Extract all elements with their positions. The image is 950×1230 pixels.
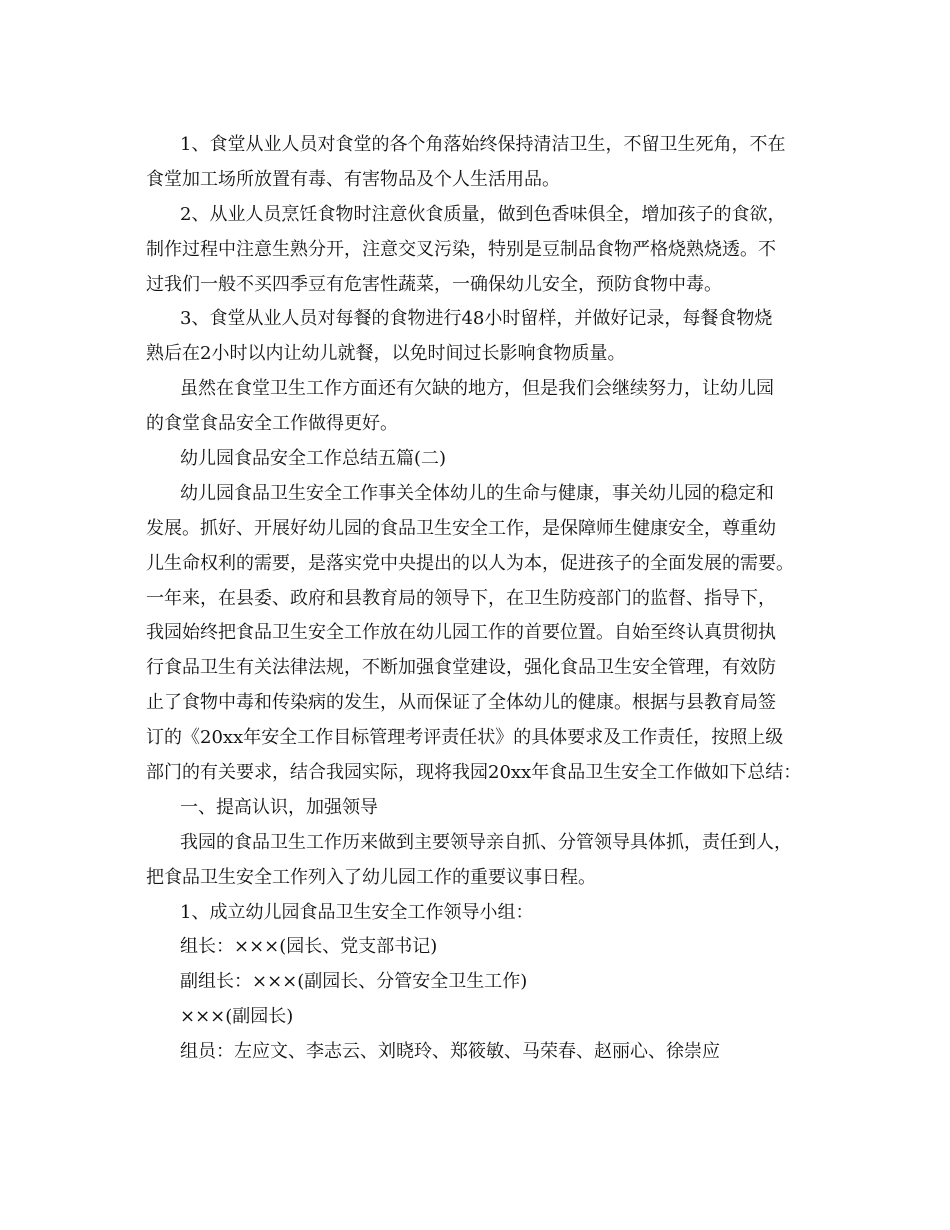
text-line: 1、成立幼儿园食品卫生安全工作领导小组： xyxy=(180,901,534,923)
text-line: 幼儿园食品安全工作总结五篇(二) xyxy=(180,448,447,470)
text-line: 1、食堂从业人员对食堂的各个角落始终保持清洁卫生，不留卫生死角，不在 xyxy=(180,134,786,155)
text-line: 我园的食品卫生工作历来做到主要领导亲自抓、分管领导具体抓，责任到人， xyxy=(180,831,792,853)
text-line: 组员：左应文、李志云、刘晓玲、郑筱敏、马荣春、赵丽心、徐崇应 xyxy=(180,1041,720,1063)
text-line: 食堂加工场所放置有毒、有害物品及个人生活用品。 xyxy=(146,168,560,190)
text-line: ×××(副园长) xyxy=(180,1006,294,1028)
text-line: 我园始终把食品卫生安全工作放在幼儿园工作的首要位置。自始至终认真贯彻执 xyxy=(146,622,776,644)
text-line: 制作过程中注意生熟分开，注意交叉污染，特别是豆制品食物严格烧熟烧透。不 xyxy=(146,238,776,260)
text-line: 把食品卫生安全工作列入了幼儿园工作的重要议事日程。 xyxy=(146,866,596,888)
text-line: 过我们一般不买四季豆有危害性蔬菜，一确保幼儿安全，预防食物中毒。 xyxy=(146,273,722,295)
text-line: 副组长：×××(副园长、分管安全卫生工作) xyxy=(180,971,528,993)
text-line: 幼儿园食品卫生安全工作事关全体幼儿的生命与健康，事关幼儿园的稳定和 xyxy=(180,482,774,504)
text-line: 儿生命权利的需要，是落实党中央提出的以人为本，促进孩子的全面发展的需要。 xyxy=(146,552,794,574)
text-line: 订的《20xx年安全工作目标管理考评责任状》的具体要求及工作责任，按照上级 xyxy=(146,727,784,749)
text-line: 2、从业人员烹饪食物时注意伙食质量，做到色香味俱全，增加孩子的食欲， xyxy=(180,203,786,225)
text-line: 行食品卫生有关法律法规，不断加强食堂建设，强化食品卫生安全管理，有效防 xyxy=(146,657,776,679)
text-line: 3、食堂从业人员对每餐的食物进行48小时留样，并做好记录，每餐食物烧 xyxy=(180,308,773,330)
text-line: 一年来，在县委、政府和县教育局的领导下，在卫生防疫部门的监督、指导下， xyxy=(146,587,776,609)
text-line: 发展。抓好、开展好幼儿园的食品卫生安全工作，是保障师生健康安全，尊重幼 xyxy=(146,517,776,539)
document-body xyxy=(0,128,950,1070)
text-line: 的食堂食品安全工作做得更好。 xyxy=(146,413,398,435)
text-line: 止了食物中毒和传染病的发生，从而保证了全体幼儿的健康。根据与县教育局签 xyxy=(146,692,776,714)
text-line: 一、提高认识，加强领导 xyxy=(180,796,378,818)
text-line: 虽然在食堂卫生工作方面还有欠缺的地方，但是我们会继续努力，让幼儿园 xyxy=(180,378,774,400)
text-line: 熟后在2小时以内让幼儿就餐，以免时间过长影响食物质量。 xyxy=(146,343,626,365)
text-line: 部门的有关要求，结合我园实际，现将我园20xx年食品卫生安全工作做如下总结： xyxy=(146,762,802,784)
text-line: 组长：×××(园长、党支部书记) xyxy=(180,936,438,958)
